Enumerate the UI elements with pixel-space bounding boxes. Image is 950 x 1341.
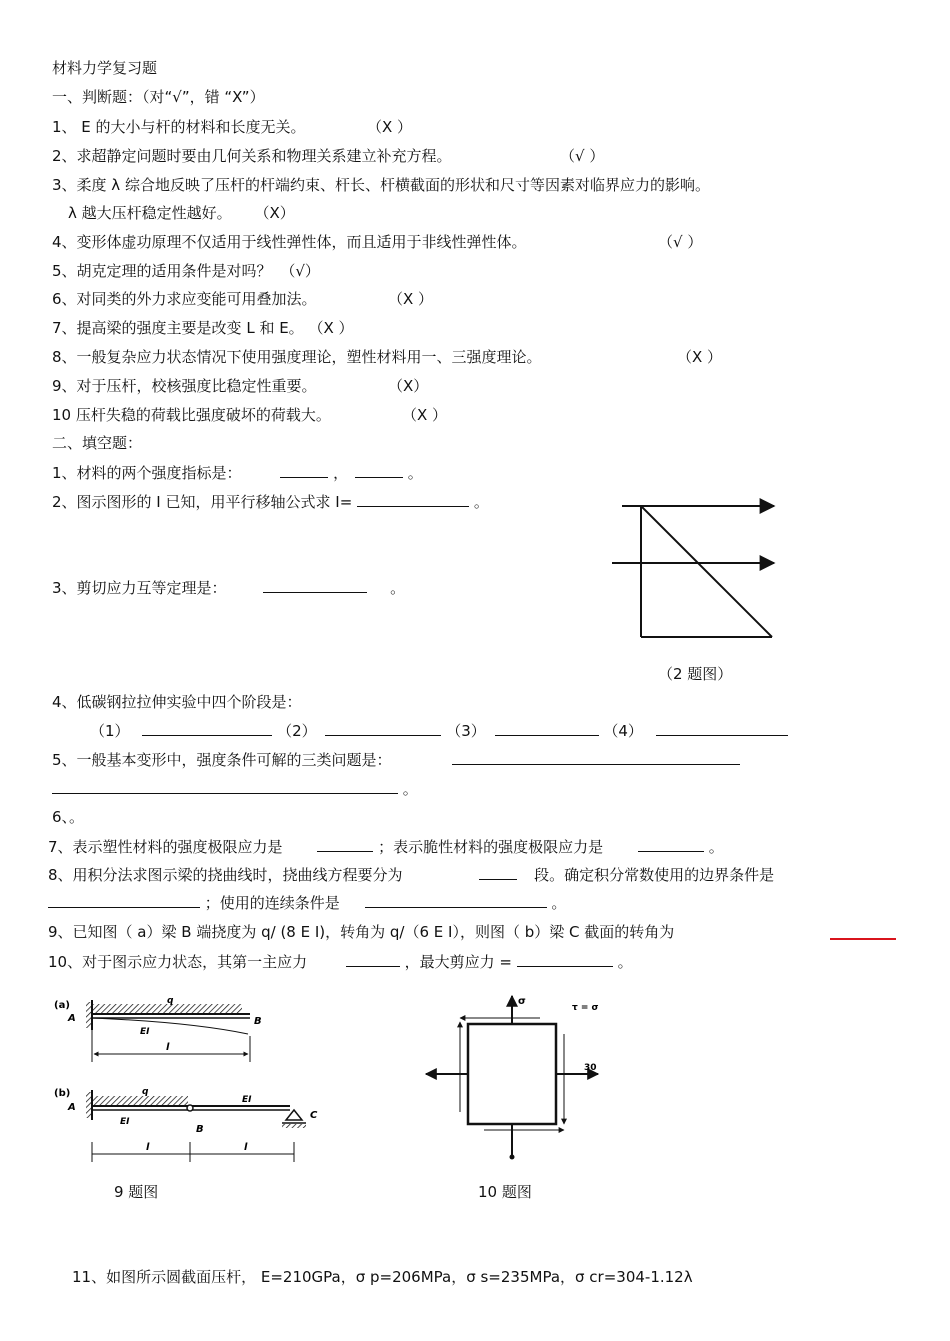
fig9b-label-A: A: [68, 1102, 76, 1113]
fill-q7-text-b: ；表示脆性材料的强度极限应力是: [378, 838, 604, 856]
fig2-diagram: [600, 496, 790, 646]
period: 。: [390, 579, 406, 597]
fig10-label-tau: τ = σ: [572, 1003, 599, 1013]
fig9b-label-C: C: [310, 1110, 318, 1121]
section2-heading: 二、填空题：: [52, 434, 143, 452]
fill-q3: [52, 578, 405, 598]
fill-q8-text-a: 8、用积分法求图示梁的挠曲线时，挠曲线方程要分为: [48, 866, 403, 884]
fig10-label-sigma: σ: [518, 996, 526, 1007]
fill-q9: [48, 922, 674, 942]
fig9b-label-EI-right: EI: [242, 1095, 252, 1105]
fill-q2-text: 2、图示图形的 I 已知，用平行移轴公式求 I=: [52, 493, 353, 511]
fill-q1-text: 1、材料的两个强度指标是：: [52, 464, 242, 482]
judge-question: 6、对同类的外力求应变能可用叠加法。: [52, 290, 317, 308]
fill-q6: 6、。: [52, 808, 85, 826]
answer-blank: [317, 837, 373, 852]
answer-blank: [325, 721, 441, 736]
stage-label-4: （4）: [603, 722, 643, 740]
judge-question: 4、变形体虚功原理不仅适用于线性弹性体，而且适用于非线性弹性体。: [52, 233, 527, 251]
fig2-hypotenuse: [641, 506, 772, 637]
fill-q5: [52, 750, 740, 770]
doc-title: 材料力学复习题: [52, 59, 158, 77]
fig9b-label-l-left: l: [146, 1142, 150, 1153]
judge-answer: （X ）: [402, 406, 448, 424]
fig9-label-a: (a): [54, 1000, 70, 1011]
fill-q7-text-a: 7、表示塑性材料的强度极限应力是: [48, 838, 283, 856]
fill-q4-stages: [90, 721, 788, 741]
fill-q10-text-a: 10、对于图示应力状态，其第一主应力: [48, 953, 308, 971]
judge-question: 7、提高梁的强度主要是改变 L 和 E。: [52, 319, 304, 337]
answer-blank: [346, 952, 400, 967]
answer-blank: [638, 837, 704, 852]
fill-q3-text: 3、剪切应力互等定理是：: [52, 579, 227, 597]
stage-label-2: （2）: [277, 722, 317, 740]
judge-answer: （√ ）: [658, 233, 703, 251]
fill-q11: 11、如图所示圆截面压杆， E=210GPa，σ p=206MPa，σ s=235MPa，σ cr=304-1.12λ: [72, 1268, 693, 1286]
stage-label-1: （1）: [90, 722, 130, 740]
fig9a-label-A: A: [68, 1013, 76, 1024]
fill-q10: [48, 952, 633, 972]
stage-label-3: （3）: [446, 722, 486, 740]
fig10-element: [468, 1024, 556, 1124]
fill-q8-text-c: ；使用的连续条件是: [204, 894, 340, 912]
fill-q9-text: 9、已知图（ a）梁 B 端挠度为 q/ (8 E I)，转角为 q/（6 E I），则图（ b）梁 C 截面的转角为: [48, 923, 675, 941]
judge-question: 5、胡克定理的适用条件是对吗？: [52, 262, 272, 280]
fig9b-distributed-load: [92, 1096, 188, 1106]
judge-item-5: [52, 261, 320, 281]
answer-blank: [656, 721, 788, 736]
fig9b-label-EI-left: EI: [120, 1117, 130, 1127]
judge-item-8: [52, 347, 723, 367]
fig9a-label-q: q: [167, 996, 174, 1006]
judge-item-10: [52, 405, 448, 425]
judge-item-9: [52, 376, 429, 396]
separator: ，: [333, 464, 349, 482]
fig9-caption: 9 题图: [114, 1183, 159, 1201]
fill-q8: [48, 865, 774, 885]
answer-blank: [280, 463, 328, 478]
period: 。: [551, 894, 567, 912]
judge-answer: （X ）: [308, 319, 354, 337]
fig9b-label-B: B: [196, 1124, 204, 1135]
fig10-diagram: [420, 994, 620, 1164]
judge-item-2: [52, 146, 605, 166]
fill-q2: [52, 492, 489, 512]
fig10-caption: 10 题图: [478, 1183, 532, 1201]
judge-item-3-cont: [68, 203, 295, 223]
fig9b-hinge: [187, 1105, 193, 1111]
fig9b-label-l-right: l: [244, 1142, 248, 1153]
answer-blank: [452, 750, 740, 765]
judge-item-1: [52, 117, 413, 137]
answer-blank: [52, 779, 398, 794]
fig9-label-b: (b): [54, 1088, 71, 1099]
answer-blank: [142, 721, 272, 736]
answer-blank: [365, 893, 547, 908]
judge-answer: （X）: [254, 204, 295, 222]
fig9b-roller-support: [286, 1110, 302, 1120]
judge-answer: （X ）: [677, 348, 723, 366]
fig9a-label-B: B: [254, 1016, 262, 1027]
fill-q8-cont: [48, 893, 566, 913]
answer-blank: [495, 721, 599, 736]
judge-question: λ 越大压杆稳定性越好。: [68, 204, 232, 222]
judge-question: 8、一般复杂应力状态情况下使用强度理论，塑性材料用一、三强度理论。: [52, 348, 542, 366]
section1-heading: 一、判断题：（对“√”，错 “X”）: [52, 88, 265, 106]
answer-blank: [263, 578, 367, 593]
fig9b-label-q: q: [142, 1087, 149, 1097]
fill-q8-text-b: 段。确定积分常数使用的边界条件是: [534, 866, 775, 884]
judge-question: 9、对于压杆，校核强度比稳定性重要。: [52, 377, 317, 395]
judge-item-6: [52, 289, 434, 309]
fill-q7: [48, 837, 724, 857]
period: 。: [473, 493, 489, 511]
judge-answer: （X）: [388, 377, 429, 395]
judge-item-7: [52, 318, 354, 338]
fig10-dot-bottom: [510, 1155, 515, 1160]
fill-q5-text: 5、一般基本变形中，强度条件可解的三类问题是：: [52, 751, 392, 769]
period: 。: [402, 780, 418, 798]
fill-q4: 4、低碳钢拉拉伸实验中四个阶段是：: [52, 693, 302, 711]
period: 。: [708, 838, 724, 856]
fig9a-deflection-curve: [92, 1018, 248, 1034]
judge-answer: （√ ）: [560, 147, 605, 165]
answer-blank: [355, 463, 403, 478]
fig9a-label-l: l: [166, 1042, 170, 1053]
period: 。: [617, 953, 633, 971]
judge-question: 1、 E 的大小与杆的材料和长度无关。: [52, 118, 306, 136]
judge-answer: （X ）: [388, 290, 434, 308]
judge-item-4: [52, 232, 703, 252]
answer-blank: [357, 492, 469, 507]
fill-q5-cont: [52, 779, 418, 799]
fill-q1: [52, 463, 423, 483]
judge-question: 2、求超静定问题时要由几何关系和物理关系建立补充方程。: [52, 147, 452, 165]
judge-item-3: 3、柔度 λ 综合地反映了压杆的杆端约束、杆长、杆横截面的形状和尺寸等因素对临界应力的影响。: [52, 176, 710, 194]
fig10-label-30: 30: [584, 1063, 597, 1073]
answer-blank-red: [830, 924, 896, 940]
answer-blank: [48, 893, 200, 908]
fig9a-label-EI: EI: [140, 1027, 150, 1037]
judge-answer: （√）: [280, 262, 320, 280]
fig2-caption: （2 题图）: [658, 665, 733, 683]
judge-question: 10 压杆失稳的荷载比强度破坏的荷载大。: [52, 406, 331, 424]
period: 。: [407, 464, 423, 482]
judge-answer: （X ）: [367, 118, 413, 136]
answer-blank: [479, 865, 517, 880]
answer-blank: [517, 952, 613, 967]
fill-q10-text-b: ，最大剪应力 =: [404, 953, 512, 971]
fig9-diagram: [50, 996, 330, 1166]
